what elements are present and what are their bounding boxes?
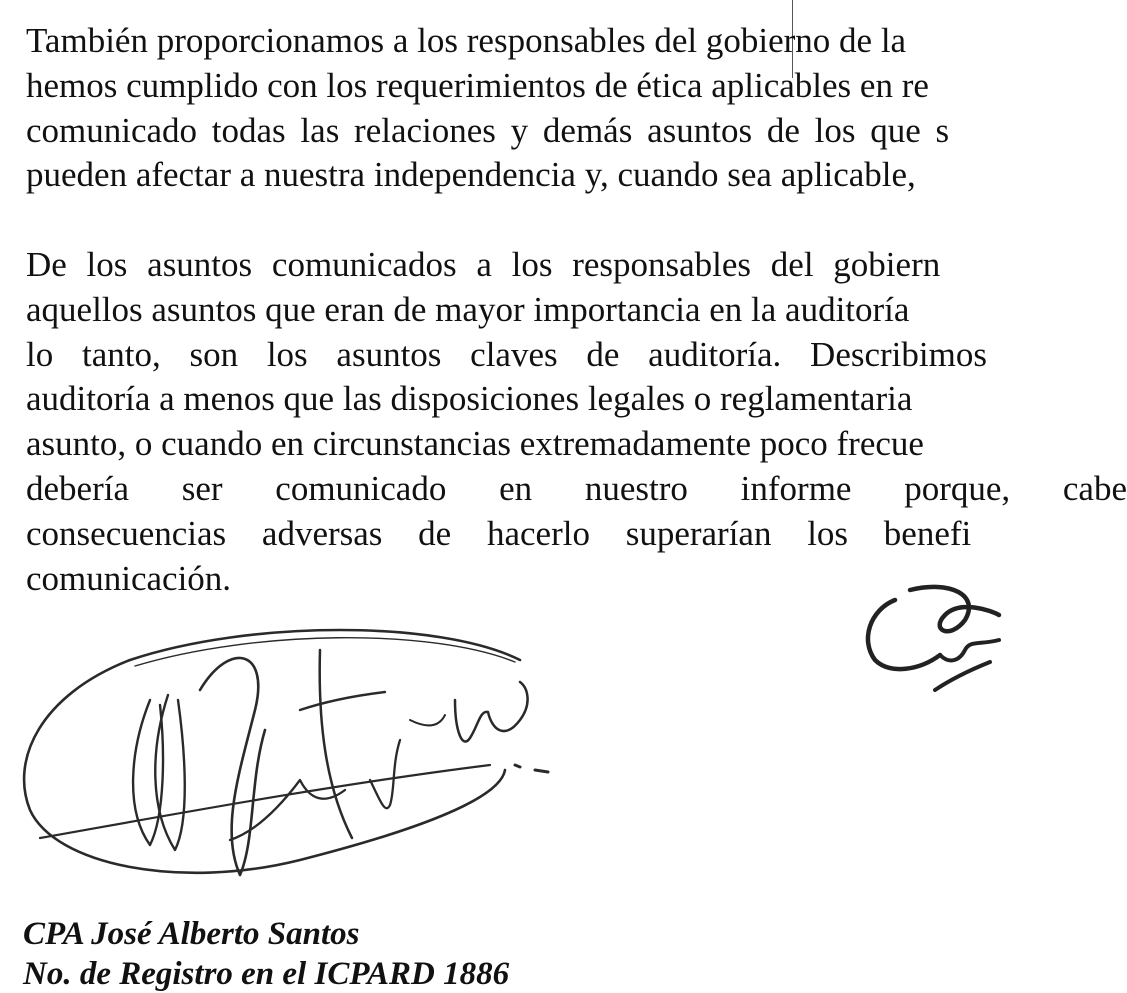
text-line: También proporcionamos a los responsables del gobierno de la	[26, 21, 907, 60]
text-line: asunto, o cuando en circunstancias extremadamente poco frecue	[26, 424, 924, 464]
signer-registration: No. de Registro en el ICPARD 1886	[23, 956, 510, 992]
handwritten-signature	[0, 600, 600, 900]
text-line: comunicación.	[26, 558, 232, 598]
text-line: auditoría a menos que las disposiciones legales o reglamentaria	[26, 379, 913, 419]
paragraph-independence	[26, 19, 1126, 198]
text-line: comunicado todas las relaciones y demás asuntos de los que s	[26, 110, 950, 150]
signer-name: CPA José Alberto Santos	[23, 916, 360, 952]
text-line: pueden afectar a nuestra independencia y, cuando sea aplicable,	[26, 155, 916, 195]
text-line: hemos cumplido con los requerimientos de ética aplicables en re	[26, 65, 929, 105]
text-line: De los asuntos comunicados a los responsables del gobiern	[26, 245, 941, 284]
handwritten-signature-partial	[850, 570, 999, 710]
text-line: lo tanto, son los asuntos claves de auditoría. Describimos	[26, 334, 987, 374]
text-line: debería ser comunicado en nuestro informe porque, cabe	[26, 468, 1127, 508]
paragraph-key-audit-matters	[26, 243, 1126, 601]
text-line: consecuencias adversas de hacerlo superarían los benefi	[26, 513, 972, 553]
text-line: aquellos asuntos que eran de mayor importancia en la auditoría	[26, 289, 910, 329]
